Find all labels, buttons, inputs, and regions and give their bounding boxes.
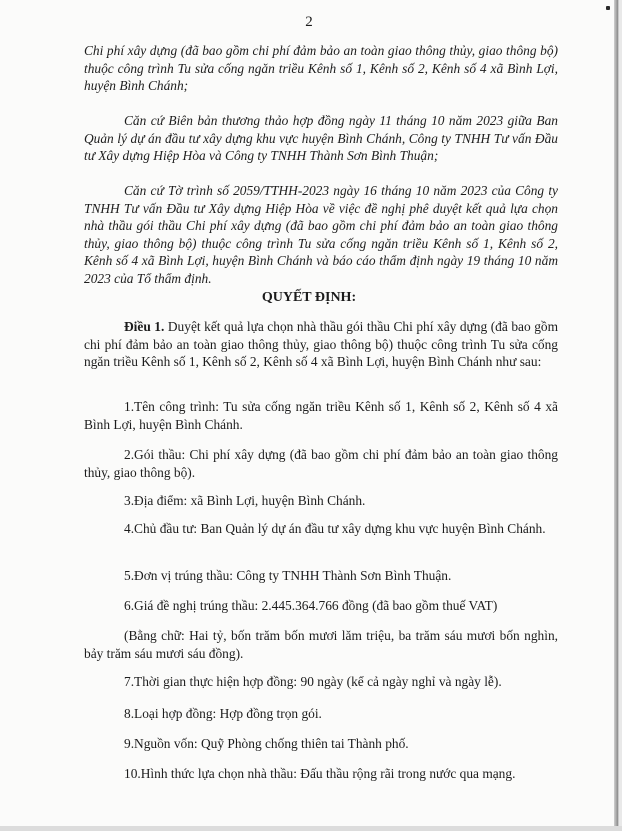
page-number: 2: [305, 14, 313, 30]
list-item-funding-source: 9.Nguồn vốn: Quỹ Phòng chống thiên tai Thành phố.: [124, 736, 409, 751]
list-item-location: 3.Địa điểm: xã Bình Lợi, huyện Bình Chánh.: [124, 493, 366, 508]
list-item-investor: 4.Chủ đầu tư: Ban Quản lý dự án đầu tư xây dựng khu vực huyện Bình Chánh.: [124, 521, 546, 536]
list-item-winning-bidder: 5.Đơn vị trúng thầu: Công ty TNHH Thành Sơn Bình Thuận.: [124, 568, 452, 583]
article-1: [84, 318, 558, 371]
list-item-contract-type: 8.Loại hợp đồng: Hợp đồng trọn gói.: [124, 706, 322, 721]
preamble-continuation: Chi phí xây dựng (đã bao gồm chi phí đảm bảo an toàn giao thông thủy, giao thông bộ) thuộc công trình Tu sửa cống ngăn triều Kênh số 1, Kênh số 2, Kênh số 4 xã Bình Lợi, huyện Bình Chánh;: [84, 43, 558, 94]
list-item-duration: 7.Thời gian thực hiện hợp đồng: 90 ngày (kể cả ngày nghỉ và ngày lễ).: [124, 674, 502, 689]
decision-heading: QUYẾT ĐỊNH:: [261, 290, 357, 305]
list-item-bid-price: 6.Giá đề nghị trúng thầu: 2.445.364.766 đồng (đã bao gồm thuế VAT): [124, 598, 498, 613]
scan-edge: [614, 0, 618, 826]
preamble-submission: Căn cứ Tờ trình số 2059/TTHH-2023 ngày 16 tháng 10 năm 2023 của Công ty TNHH Tư vấn Đầu tư Xây dựng Hiệp Hòa về việc đề nghị phê duyệt kết quả lựa chọn nhà thầu gói thầu Chi phí xây dựng (đã bao gồm chi phí đảm bảo an toàn giao thông thủy, giao thông bộ) thuộc công trình Tu sửa cống ngăn triều Kênh số 1, Kênh số 2, Kênh số 4 xã Bình Lợi, huyện Bình Chánh và báo cáo thẩm định ngày 19 tháng 10 năm 2023 của Tổ thẩm định.: [84, 183, 558, 286]
list-item-project-name: 1.Tên công trình: Tu sửa cống ngăn triều Kênh số 1, Kênh số 2, Kênh số 4 xã Bình Lợi, huyện Bình Chánh.: [84, 399, 558, 432]
list-item-package: 2.Gói thầu: Chi phí xây dựng (đã bao gồm chi phí đảm bảo an toàn giao thông thủy, giao thông bộ).: [84, 447, 558, 480]
preamble-negotiation-minutes: Căn cứ Biên bản thương thảo hợp đồng ngày 11 tháng 10 năm 2023 giữa Ban Quản lý dự án đầu tư xây dựng khu vực huyện Bình Chánh, Công ty TNHH Tư vấn Đầu tư Xây dựng Hiệp Hòa và Công ty TNHH Thành Sơn Bình Thuận;: [84, 113, 558, 164]
bottom-margin: [0, 826, 622, 831]
article-1-text: Duyệt kết quả lựa chọn nhà thầu gói thầu Chi phí xây dựng (đã bao gồm chi phí đảm bảo an toàn giao thông thủy, giao thông bộ) thuộc công trình Tu sửa cống ngăn triều Kênh số 1, Kênh số 2, Kênh số 4 xã Bình Lợi, huyện Bình Chánh như sau:: [84, 319, 558, 370]
list-item-price-in-words: (Bằng chữ: Hai tỷ, bốn trăm bốn mươi lăm triệu, ba trăm sáu mươi bốn nghìn, bảy trăm sáu mươi sáu đồng).: [84, 628, 558, 661]
article-1-label: Điều 1.: [124, 319, 165, 334]
list-item-selection-method: 10.Hình thức lựa chọn nhà thầu: Đấu thầu rộng rãi trong nước qua mạng.: [124, 766, 516, 781]
scan-mark: [606, 6, 610, 10]
